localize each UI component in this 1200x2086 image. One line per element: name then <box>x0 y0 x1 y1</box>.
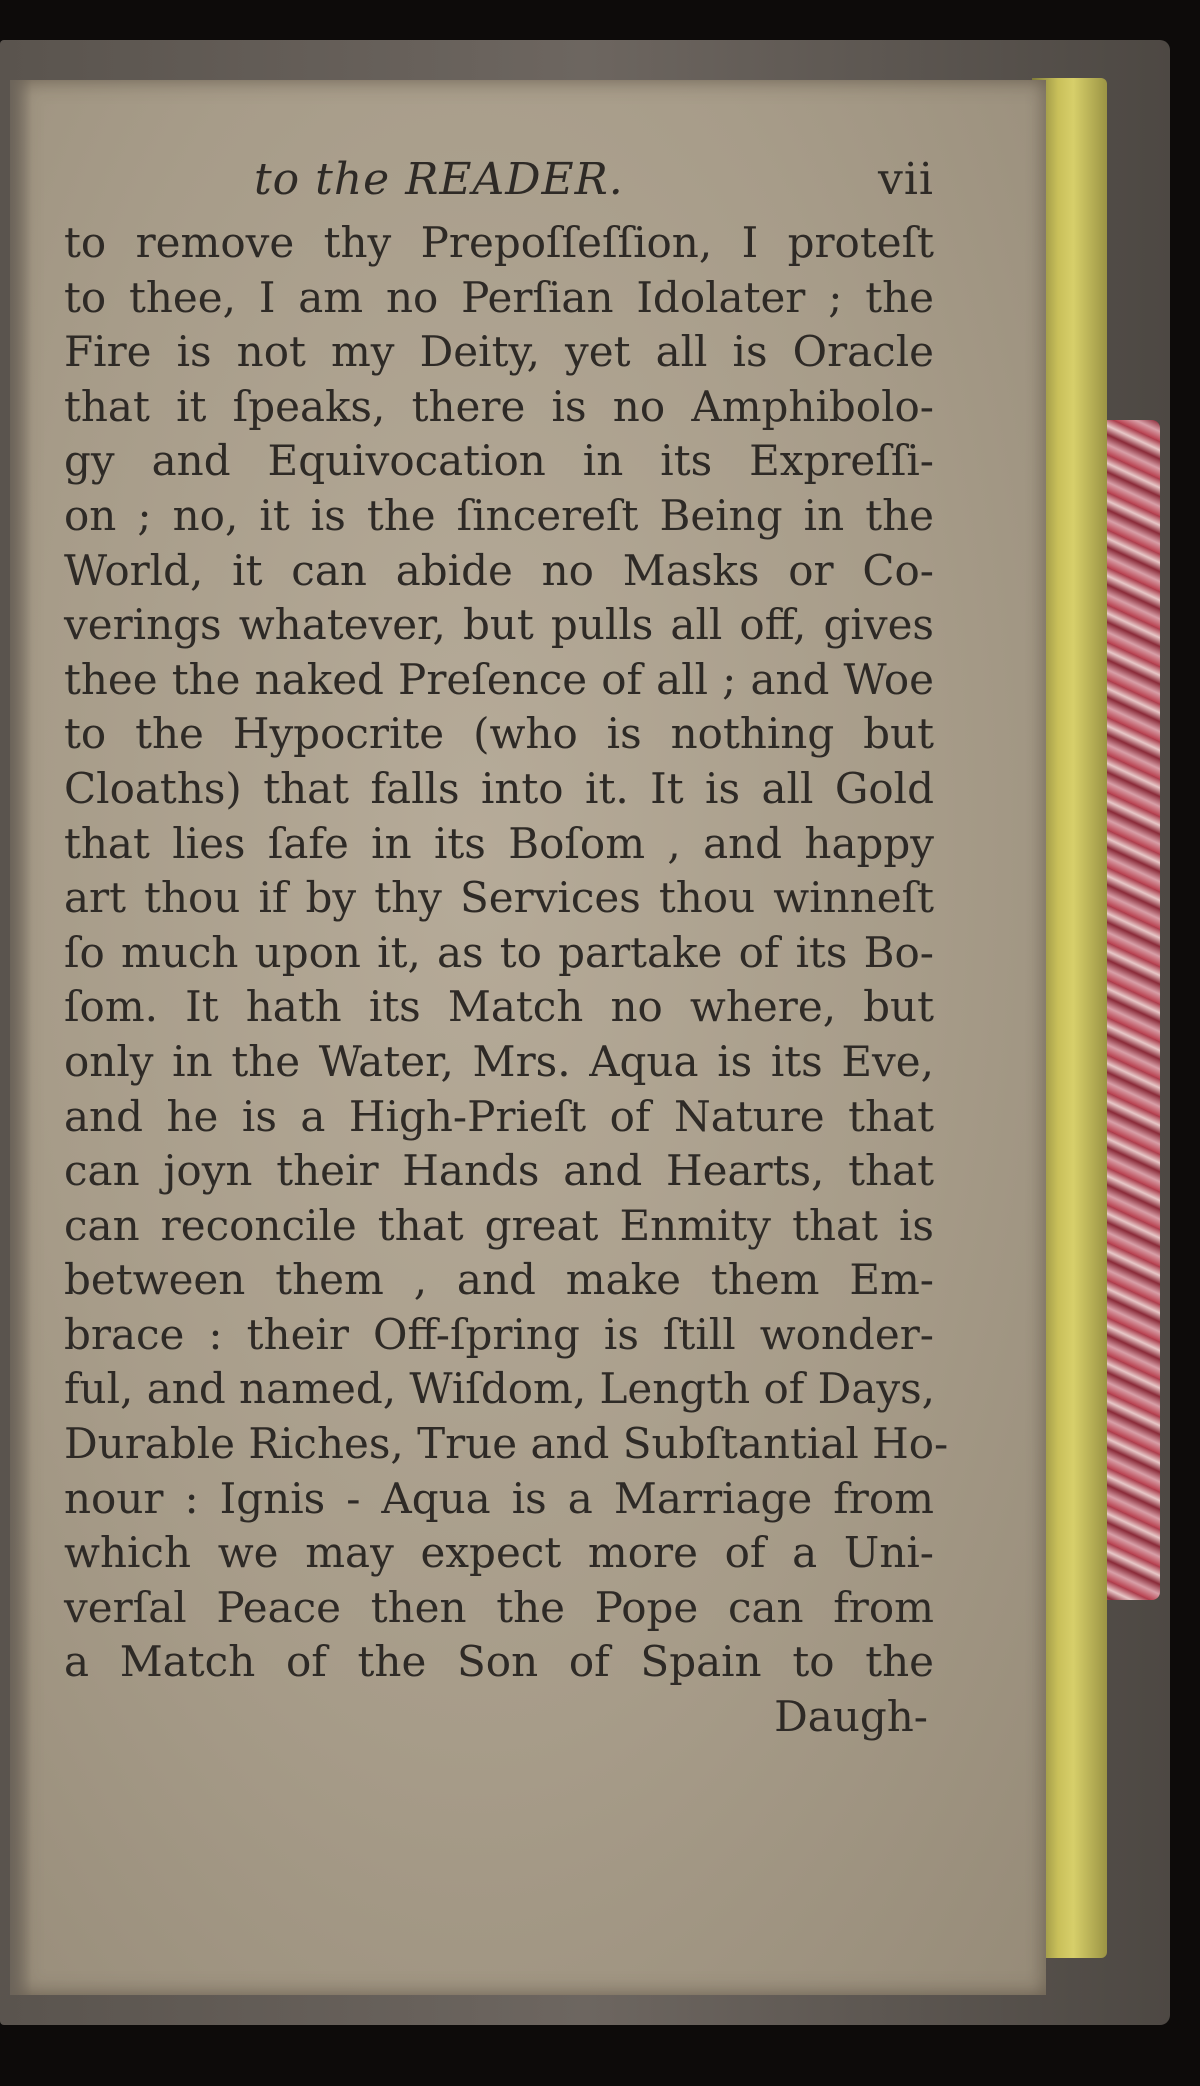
text-line: that it ſpeaks, there is no Amphibolo- <box>64 381 934 431</box>
text-line: Durable Riches, True and Subſtantial Ho- <box>64 1419 949 1469</box>
text-line: ful, and named, Wiſdom, Length of Days, <box>64 1364 936 1414</box>
text-line: World, it can abide no Masks or Co- <box>64 545 934 595</box>
text-line: verings whatever, but pulls all off, gives <box>64 600 934 650</box>
text-line: ſom. It hath its Match no where, but <box>64 982 934 1032</box>
text-line: can reconcile that great Enmity that is <box>64 1200 934 1250</box>
text-line: and he is a High-Prieſt of Nature that <box>64 1091 934 1141</box>
text-line: on ; no, it is the ſincereſt Being in the <box>64 490 934 540</box>
text-line: to the Hypocrite (who is nothing but <box>64 709 934 759</box>
text-line: can joyn their Hands and Hearts, that <box>64 1146 934 1196</box>
text-line: thee the naked Preſence of all ; and Woe <box>64 654 934 704</box>
text-line: brace : their Off-ſpring is ſtill wonder- <box>64 1309 934 1359</box>
page-number: vii <box>877 154 934 205</box>
text-line: art thou if by thy Services thou winneſt <box>64 873 934 923</box>
text-line: that lies ſafe in its Boſom , and happy <box>64 818 934 868</box>
text-line: gy and Equivocation in its Expreſſi- <box>64 436 934 486</box>
text-line: Fire is not my Deity, yet all is Oracle <box>64 327 934 377</box>
text-line: Cloaths) that falls into it. It is all Gold <box>64 763 934 813</box>
text-line: to remove thy Prepoſſeſſion, I proteſt <box>64 218 934 267</box>
page-text <box>64 150 949 1744</box>
text-line: verſal Peace then the Pope can from <box>64 1582 934 1632</box>
text-line: to thee, I am no Perſian Idolater ; the <box>64 272 934 322</box>
text-line: which we may expect more of a Uni- <box>64 1528 934 1578</box>
text-line: nour : Ignis - Aqua is a Marriage from <box>64 1473 934 1523</box>
running-head-title: to the READER. <box>254 154 624 205</box>
text-lines <box>64 216 949 1690</box>
page-gutter <box>10 80 32 1995</box>
running-head <box>64 150 934 216</box>
text-line: ſo much upon it, as to partake of its Bo- <box>64 927 934 977</box>
text-line: a Match of the Son of Spain to the <box>64 1637 934 1687</box>
text-line: between them , and make them Em- <box>64 1255 934 1305</box>
text-line: only in the Water, Mrs. Aqua is its Eve, <box>64 1036 934 1086</box>
catchword: Daugh- <box>774 1692 928 1742</box>
